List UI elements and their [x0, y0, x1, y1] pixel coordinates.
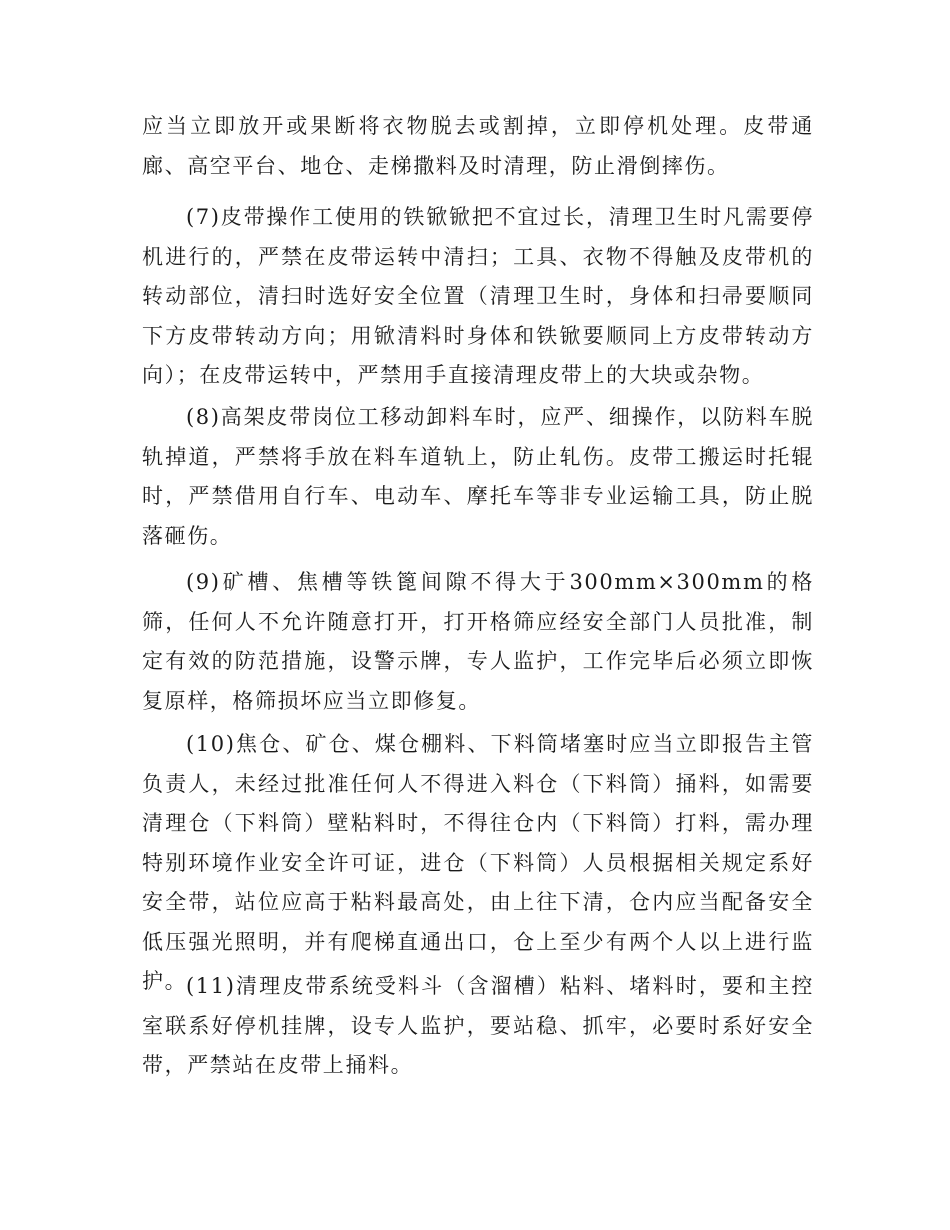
- paragraph-continuation: 应当立即放开或果断将衣物脱去或割掉，立即停机处理。皮带通廊、高空平台、地仓、走梯撒料及时清理，防止滑倒摔伤。: [142, 114, 814, 178]
- paragraph-item-8: (8)高架皮带岗位工移动卸料车时，应严、细操作，以防料车脱轨掉道，严禁将手放在料车道轨上，防止轧伤。皮带工搬运时托辊时，严禁借用自行车、电动车、摩托车等非专业运输工具，防止脱落砸伤。: [142, 405, 814, 548]
- paragraph-item-7: (7)皮带操作工使用的铁锨锨把不宜过长，清理卫生时凡需要停机进行的，严禁在皮带运转中清扫；工具、衣物不得触及皮带机的转动部位，清扫时选好安全位置（清理卫生时，身体和扫帚要顺同下方皮带转动方向；用锨清料时身体和铁锨要顺同上方皮带转动方向）；在皮带运转中，严禁用手直接清理皮带上的大块或杂物。: [142, 205, 814, 387]
- paragraph-item-10: (10)焦仓、矿仓、煤仓棚料、下料筒堵塞时应当立即报告主管负责人，未经过批准任何人不得进入料仓（下料筒）捅料，如需要清理仓（下料筒）壁粘料时，不得往仓内（下料筒）打料，需办理特别环境作业安全许可证，进仓（下料筒）人员根据相关规定系好安全带，站位应高于粘料最高处，由上往下清，仓内应当配备安全低压强光照明，并有爬梯直通出口，仓上至少有两个人以上进行监护。: [142, 732, 814, 993]
- paragraph-item-11: (11)清理皮带系统受料斗（含溜槽）粘料、堵料时，要和主控室联系好停机挂牌，设专人监护，要站稳、抓牢，必要时系好安全带，严禁站在皮带上捅料。: [142, 974, 814, 1077]
- paragraph-item-9: (9)矿槽、焦槽等铁篦间隙不得大于300mm×300mm的格筛，任何人不允许随意打开，打开格筛应经安全部门人员批准，制定有效的防范措施，设警示牌，专人监护，工作完毕后必须立即恢复原样，格筛损坏应当立即修复。: [142, 570, 814, 713]
